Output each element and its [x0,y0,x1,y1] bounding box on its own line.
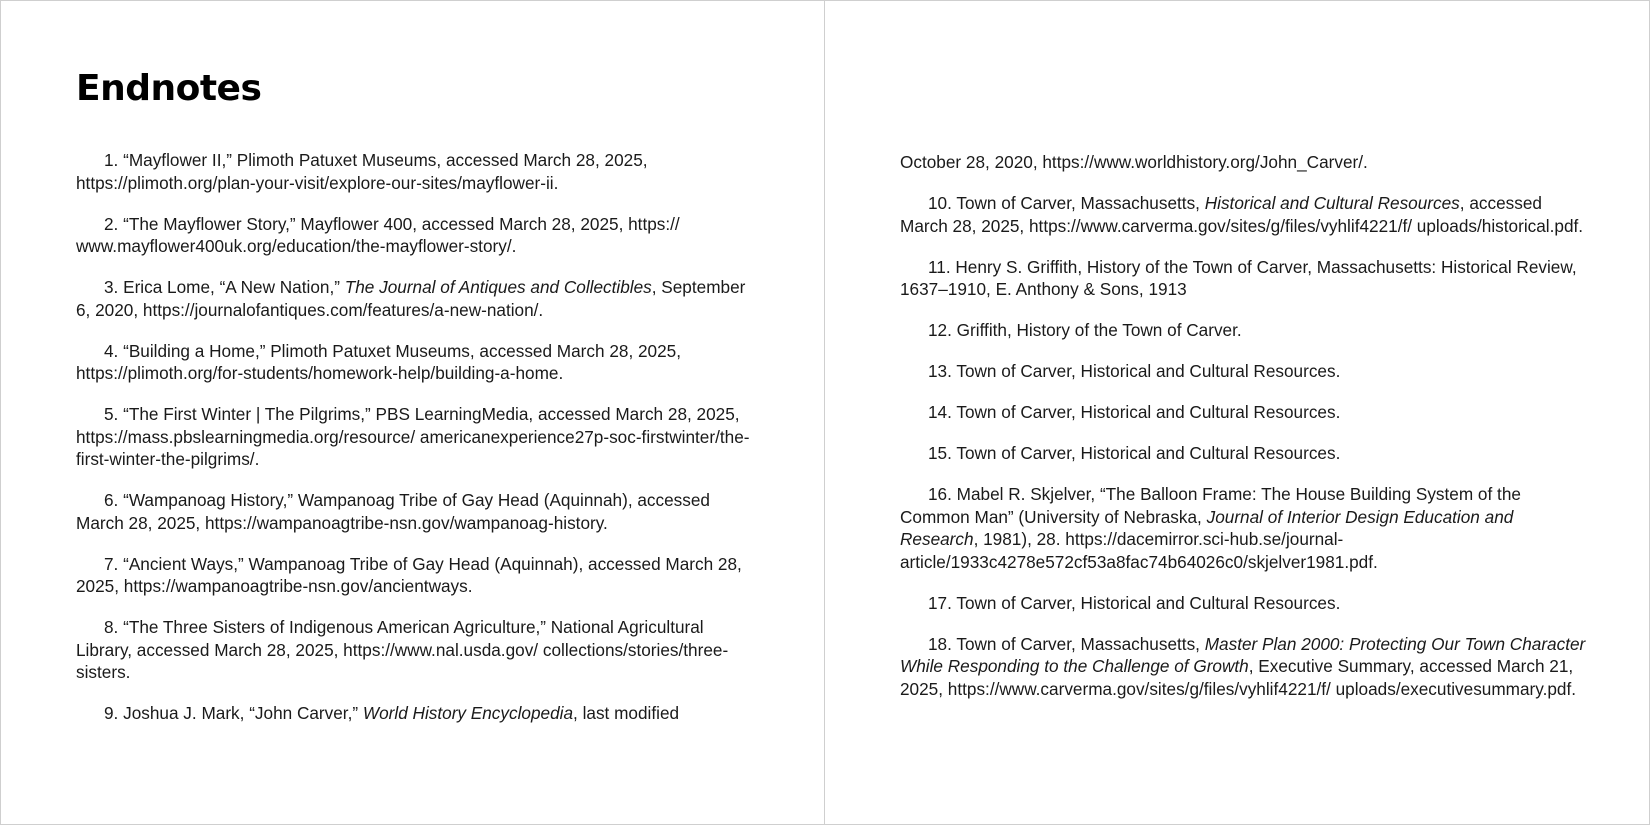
endnote-text: 8. “The Three Sisters of Indigenous American Agriculture,” National Agricultural Library, accessed March 28, 2025, https://www.nal.usda.gov/ collections/stories/three-sisters. [76,617,729,682]
endnote-text: 16. Mabel R. Skjelver, “The Balloon Frame: The House Building System of the Common Man” (University of Nebraska, [900,484,1521,527]
endnote-text-tail: , September 6, 2020, https://journalofantiques.com/features/a-new-nation/. [76,277,746,320]
endnote-item [900,483,1589,573]
endnote-item [76,553,754,598]
endnote-italic-title: Journal of Interior Design Education and Research [900,506,1514,549]
endnote-item [76,403,754,471]
endnote-text: 5. “The First Winter | The Pilgrims,” PBS LearningMedia, accessed March 28, 2025, https://mass.pbslearningmedia.org/resource/ americanexperience27p-soc-firstwinter/the-first-winter-the-pilgrims/. [76,404,750,469]
endnote-text: 18. Town of Carver, Massachusetts, [928,633,1205,654]
endnote-item [900,256,1589,301]
endnote-item [900,592,1589,615]
endnote-italic-title: Master Plan 2000: Protecting Our Town Character While Responding to the Challenge of Growth [900,633,1586,676]
endnote-item [76,702,754,725]
endnote-continuation: October 28, 2020, https://www.worldhistory.org/John_Carver/. [900,152,1368,172]
endnote-item [900,442,1589,465]
endnote-italic-title: Historical and Cultural Resources [1204,193,1460,213]
endnote-item [900,319,1589,342]
endnote-text: 14. Town of Carver, Historical and Cultural Resources. [928,402,1341,422]
endnote-text: 17. Town of Carver, Historical and Cultural Resources. [928,592,1341,613]
endnote-item [76,276,754,321]
endnote-text: 9. Joshua J. Mark, “John Carver,” [104,703,363,723]
endnote-text: 3. Erica Lome, “A New Nation,” [104,277,345,297]
endnote-item [900,192,1589,237]
endnote-text-tail: , accessed March 28, 2025, https://www.carverma.gov/sites/g/files/vyhlif4221/f/ uploads/historical.pdf. [900,193,1584,236]
endnote-italic-title: The Journal of Antiques and Collectibles [344,277,652,297]
right-page [825,1,1649,824]
endnote-text: 13. Town of Carver, Historical and Cultural Resources. [928,361,1341,381]
endnote-text: 7. “Ancient Ways,” Wampanoag Tribe of Gay Head (Aquinnah), accessed March 28, 2025, https://wampanoagtribe-nsn.gov/ancientways. [76,553,742,596]
endnote-text: 4. “Building a Home,” Plimoth Patuxet Museums, accessed March 28, 2025, https://plimoth.org/for-students/homework-help/building-a-home. [76,340,682,383]
left-page [1,1,825,824]
endnotes-list-left [76,149,754,725]
endnote-text-tail: , last modified [573,703,680,723]
endnote-italic-title: World History Encyclopedia [362,703,574,723]
endnote-text: 2. “The Mayflower Story,” Mayflower 400, accessed March 28, 2025, https:// www.mayflower400uk.org/education/the-mayflower-story/. [76,213,680,256]
endnote-text-tail: , 1981), 28. https://dacemirror.sci-hub.se/journal-article/1933c4278e572cf53a8fac74b64026c0/skjelver1981.pdf. [900,529,1378,572]
endnote-text: 15. Town of Carver, Historical and Cultural Resources. [928,443,1341,463]
page-title: Endnotes [76,68,262,109]
endnote-text: 1. “Mayflower II,” Plimoth Patuxet Museums, accessed March 28, 2025, https://plimoth.org/plan-your-visit/explore-our-sites/mayflower-ii. [76,150,648,193]
endnotes-list-right [900,192,1589,700]
endnote-text: 10. Town of Carver, Massachusetts, [928,193,1205,213]
endnote-text: 11. Henry S. Griffith, History of the Town of Carver, Massachusetts: Historical Review, 1637–1910, E. Anthony & Sons, 1913 [900,256,1577,299]
endnote-text-tail: , Executive Summary, accessed March 21, 2025, https://www.carverma.gov/sites/g/files/vyhlif4221/f/ uploads/executivesummary.pdf. [900,656,1577,699]
endnote-item [76,489,754,534]
endnote-item [76,149,754,194]
endnote-text: 12. Griffith, History of the Town of Carver. [928,320,1242,340]
endnote-text: 6. “Wampanoag History,” Wampanoag Tribe of Gay Head (Aquinnah), accessed March 28, 2025, https://wampanoagtribe-nsn.gov/wampanoag-history. [76,490,710,533]
endnote-item [76,340,754,385]
endnote-item [900,360,1589,383]
endnote-item [76,213,754,258]
endnote-item [900,633,1589,701]
endnote-item [900,401,1589,424]
endnote-item [76,616,754,684]
